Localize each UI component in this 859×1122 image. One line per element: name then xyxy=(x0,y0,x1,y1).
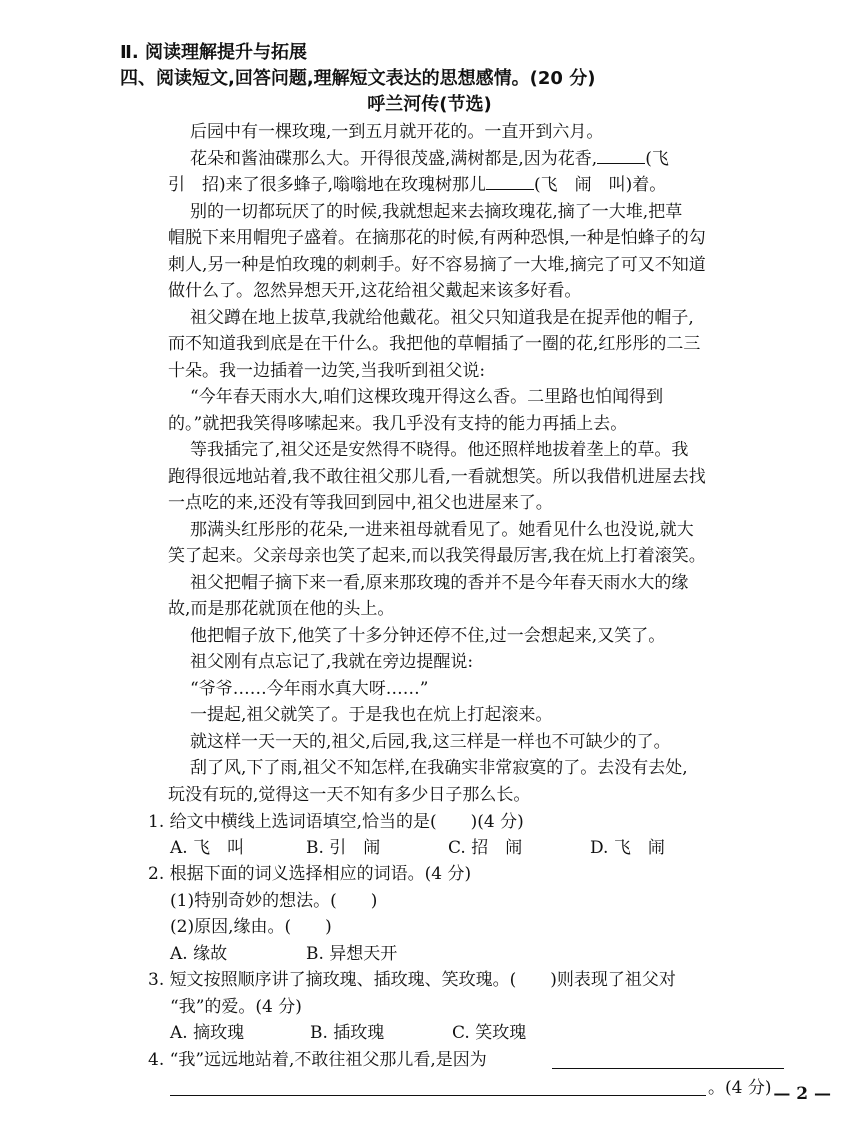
passage-line: 刺人,另一种是怕玫瑰的刺刺手。好不容易摘了一大堆,摘完了可又不知道 xyxy=(168,255,706,275)
passage-line: “今年春天雨水大,咱们这棵玫瑰开得这么香。二里路也怕闻得到 xyxy=(190,387,664,407)
passage-line xyxy=(190,149,669,169)
option-b[interactable]: B. 插玫瑰 xyxy=(310,1023,385,1043)
passage-line-text: (飞 闹 叫)着。 xyxy=(534,175,667,195)
option-c[interactable]: C. 招 闹 xyxy=(448,838,523,858)
option-c[interactable]: C. 笑玫瑰 xyxy=(452,1023,527,1043)
passage-line: 一点吃的来,还没有等我回到园中,祖父也进屋来了。 xyxy=(168,493,553,513)
question-3-stem: 3. 短文按照顺序讲了摘玫瑰、插玫瑰、笑玫瑰。( )则表现了祖父对 xyxy=(148,970,676,990)
passage-line xyxy=(168,175,666,195)
section-title: Ⅱ. 阅读理解提升与拓展 xyxy=(120,42,307,63)
question-1-stem: 1. 给文中横线上选词语填空,恰当的是( )(4 分) xyxy=(148,812,524,832)
question-3-options xyxy=(170,1023,526,1043)
question-2-options xyxy=(170,944,397,964)
question-2-sub-2: (2)原因,缘由。( ) xyxy=(170,917,332,937)
passage-line: 等我插完了,祖父还是安然得不晓得。他还照样地拔着垄上的草。我 xyxy=(190,440,689,460)
passage-title: 呼兰河传(节选) xyxy=(367,94,492,115)
passage-line: 后园中有一棵玫瑰,一到五月就开花的。一直开到六月。 xyxy=(190,122,604,142)
passage-line: 就这样一天一天的,祖父,后园,我,这三样是一样也不可缺少的了。 xyxy=(190,732,671,752)
passage-line: 十朵。我一边插着一边笑,当我听到祖父说: xyxy=(168,361,486,381)
passage-line-text: 花朵和酱油碟那么大。开得很茂盛,满树都是,因为花香, xyxy=(190,149,598,169)
passage-line-text: 引 招)来了很多蜂子,嗡嗡地在玫瑰树那儿 xyxy=(168,175,487,195)
question-2-stem: 2. 根据下面的词义选择相应的词语。(4 分) xyxy=(148,864,472,884)
passage-line: 而不知道我到底是在干什么。我把他的草帽插了一圈的花,红彤彤的二三 xyxy=(168,334,701,354)
answer-line-2[interactable] xyxy=(170,1095,706,1096)
option-a[interactable]: A. 摘玫瑰 xyxy=(170,1023,245,1043)
passage-line: 做什么了。忽然异想天开,这花给祖父戴起来该多好看。 xyxy=(168,281,582,301)
passage-line: 笑了起来。父亲母亲也笑了起来,而以我笑得最厉害,我在炕上打着滚笑。 xyxy=(168,546,706,566)
passage-line: 故,而是那花就顶在他的头上。 xyxy=(168,599,395,619)
passage-line: 一提起,祖父就笑了。于是我也在炕上打起滚来。 xyxy=(190,705,553,725)
passage-line: 跑得很远地站着,我不敢往祖父那儿看,一看就想笑。所以我借机进屋去找 xyxy=(168,467,706,487)
passage-line: 那满头红彤彤的花朵,一进来祖母就看见了。她看见什么也没说,就大 xyxy=(190,520,694,540)
page-number: — 2 — xyxy=(773,1084,831,1104)
passage-line: 别的一切都玩厌了的时候,我就想起来去摘玫瑰花,摘了一大堆,把草 xyxy=(190,202,683,222)
answer-line-1[interactable] xyxy=(552,1068,784,1069)
question-2-sub-1: (1)特别奇妙的想法。( ) xyxy=(170,891,378,911)
passage-line: 的。”就把我笑得哆嗦起来。我几乎没有支持的能力再插上去。 xyxy=(168,414,628,434)
question-4-score: 。(4 分) xyxy=(708,1078,772,1098)
option-d[interactable]: D. 飞 闹 xyxy=(590,838,665,858)
fill-blank-1[interactable] xyxy=(597,149,645,164)
question-heading: 四、阅读短文,回答问题,理解短文表达的思想感情。(20 分) xyxy=(120,68,596,89)
passage-line: 玩没有玩的,觉得这一天不知有多少日子那么长。 xyxy=(168,785,531,805)
passage-line: 他把帽子放下,他笑了十多分钟还停不住,过一会想起来,又笑了。 xyxy=(190,626,666,646)
question-3-stem-cont: “我”的爱。(4 分) xyxy=(170,997,302,1017)
passage-line-text: (飞 xyxy=(645,149,669,169)
fill-blank-2[interactable] xyxy=(486,175,534,190)
passage-line: 祖父蹲在地上拔草,我就给他戴花。祖父只知道我是在捉弄他的帽子, xyxy=(190,308,694,328)
passage-line: 祖父把帽子摘下来一看,原来那玫瑰的香并不是今年春天雨水大的缘 xyxy=(190,573,689,593)
option-b[interactable]: B. 引 闹 xyxy=(306,838,381,858)
option-a[interactable]: A. 缘故 xyxy=(170,944,228,964)
passage-line: “爷爷……今年雨水真大呀……” xyxy=(190,679,429,699)
option-a[interactable]: A. 飞 叫 xyxy=(170,838,245,858)
option-b[interactable]: B. 异想天开 xyxy=(306,944,398,964)
passage-line: 帽脱下来用帽兜子盛着。在摘那花的时候,有两种恐惧,一种是怕蜂子的勾 xyxy=(168,228,706,248)
question-1-options xyxy=(170,838,665,858)
passage-line: 刮了风,下了雨,祖父不知怎样,在我确实非常寂寞的了。去没有去处, xyxy=(190,758,688,778)
passage-line: 祖父刚有点忘记了,我就在旁边提醒说: xyxy=(190,652,474,672)
question-4-stem: 4. “我”远远地站着,不敢往祖父那儿看,是因为 xyxy=(148,1050,487,1070)
